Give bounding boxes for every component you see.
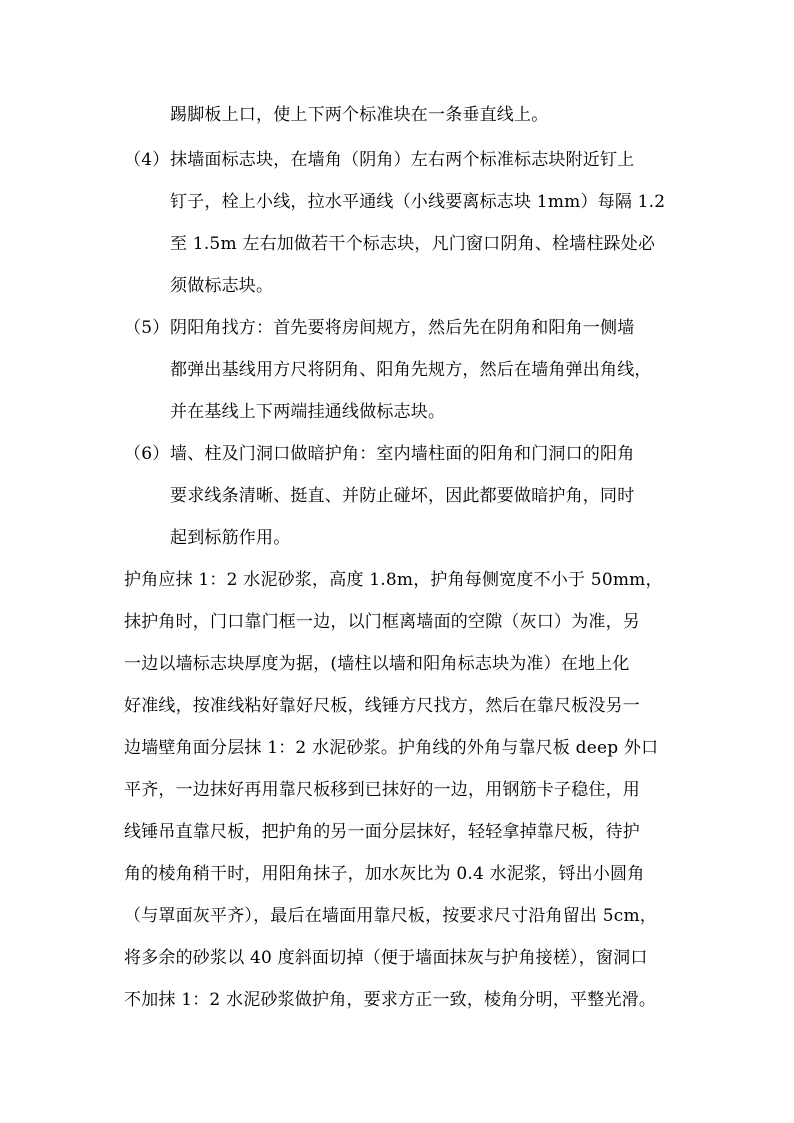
- list-item-5-line-1: [124, 317, 634, 339]
- list-item-4-text-1: 抹墙面标志块，在墙角（阴角）左右两个标准标志块附近钉上: [170, 150, 635, 170]
- list-item-4-line-2: 钉子，栓上小线，拉水平通线（小线要离标志块 1mm）每隔 1.2: [170, 192, 666, 212]
- body-line-6: 平齐，一边抹好再用靠尺板移到已抹好的一边，用钢筋卡子稳住，用: [124, 780, 640, 800]
- body-line-2: 抹护角时，门口靠门框一边，以门框离墙面的空隙（灰口）为准，另: [124, 612, 640, 632]
- list-item-4-line-1: [124, 149, 634, 171]
- body-line-3: 一边以墙标志块厚度为据，(墙柱以墙和阳角标志块为准）在地上化: [124, 654, 630, 674]
- list-item-5-text-1: 阴阳角找方：首先要将房间规方，然后先在阴角和阳角一侧墙: [170, 318, 635, 338]
- body-line-1: 护角应抹 1：2 水泥砂浆，高度 1.8m，护角每侧宽度不小于 50mm，: [124, 570, 663, 590]
- body-line-9: （与罩面灰平齐），最后在墙面用靠尺板，按要求尺寸沿角留出 5cm，: [124, 906, 657, 926]
- list-item-6-line-2: 要求线条清晰、挺直、并防止碰坏，因此都要做暗护角，同时: [170, 486, 635, 506]
- list-item-6-line-3: 起到标筋作用。: [170, 528, 291, 548]
- list-item-4-line-4: 须做标志块。: [170, 276, 274, 296]
- body-line-5: 边墙壁角面分层抹 1：2 水泥砂浆。护角线的外角与靠尺板 deep 外口: [124, 738, 659, 758]
- list-item-5-line-3: 并在基线上下两端挂通线做标志块。: [170, 402, 446, 422]
- list-item-6-text-1: 墙、柱及门洞口做暗护角：室内墙柱面的阳角和门洞口的阳角: [170, 444, 635, 464]
- body-line-4: 好准线，按准线粘好靠好尺板，线锤方尺找方，然后在靠尺板没另一: [124, 696, 640, 716]
- continuation-line: 踢脚板上口，使上下两个标准块在一条垂直线上。: [170, 105, 549, 125]
- body-line-10: 将多余的砂浆以 40 度斜面切掉（便于墙面抹灰与护角接槎），窗洞口: [124, 948, 648, 968]
- body-line-11: 不加抹 1：2 水泥砂浆做护角，要求方正一致，棱角分明，平整光滑。: [124, 990, 657, 1010]
- list-item-4-marker: （4）: [124, 150, 170, 170]
- list-item-4-line-3: 至 1.5m 左右加做若干个标志块，凡门窗口阴角、栓墙柱跺处必: [170, 234, 656, 254]
- body-line-7: 线锤吊直靠尺板，把护角的另一面分层抹好，轻轻拿掉靠尺板，待护: [124, 822, 640, 842]
- list-item-6-line-1: [124, 443, 634, 465]
- list-item-5-line-2: 都弹出基线用方尺将阴角、阳角先规方，然后在墙角弹出角线，: [170, 360, 652, 380]
- list-item-5-marker: （5）: [124, 318, 170, 338]
- body-line-8: 角的棱角稍干时，用阳角抹子，加水灰比为 0.4 水泥浆，锊出小圆角: [124, 864, 645, 884]
- list-item-6-marker: （6）: [124, 444, 170, 464]
